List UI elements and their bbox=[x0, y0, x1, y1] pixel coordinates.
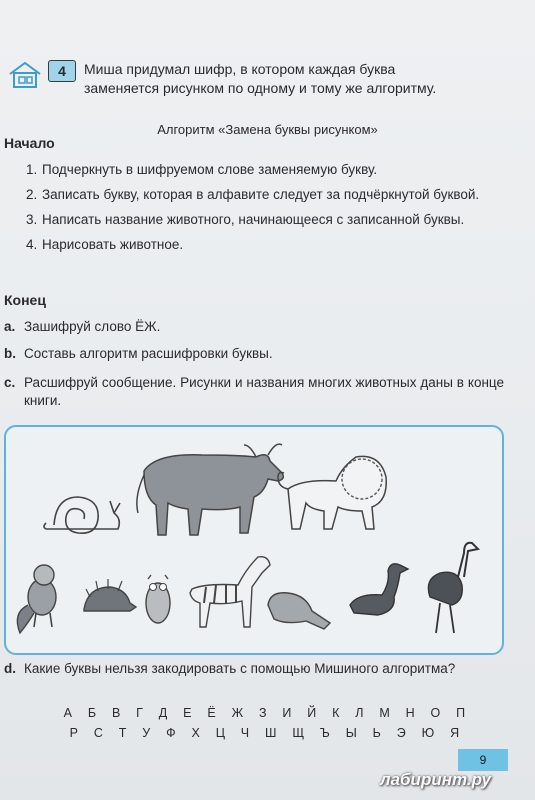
animals-illustration-box bbox=[4, 425, 504, 655]
task-line-2: заменяется рисунком по одному и тому же алгоритму. bbox=[84, 80, 437, 96]
zebra-icon bbox=[190, 557, 270, 627]
task-number: 4 bbox=[48, 60, 76, 82]
algorithm-step: 4. Нарисовать животное. bbox=[26, 237, 184, 252]
algorithm-end-label: Конец bbox=[4, 292, 46, 308]
hedgehog-icon bbox=[84, 579, 136, 611]
algorithm-step: 3. Написать название животного, начинающееся с записанной буквы. bbox=[26, 212, 465, 227]
task-type-icon bbox=[8, 60, 42, 90]
ostrich-icon bbox=[428, 543, 478, 633]
lion-icon bbox=[278, 456, 386, 529]
alphabet-row-1: А Б В Г Д Е Ё Ж З И Й К Л М Н О П bbox=[63, 706, 472, 720]
subtask-a: a. Зашифруй слово ЁЖ. bbox=[4, 319, 161, 334]
subtask-b: b. Составь алгоритм расшифровки буквы. bbox=[4, 346, 273, 361]
page-number: 9 bbox=[458, 749, 508, 771]
alphabet-row-2: Р С Т У Ф Х Ц Ч Ш Щ Ъ Ы Ь Э Ю Я bbox=[69, 726, 466, 740]
task-statement bbox=[84, 60, 504, 98]
algorithm-start-label: Начало bbox=[4, 135, 55, 151]
subtask-c: c. Расшифруй сообщение. Рисунки и названия многих животных даны в конце книги. bbox=[4, 375, 504, 408]
algorithm-step: 2. Записать букву, которая в алфавите следует за подчёркнутой буквой. bbox=[26, 187, 480, 202]
bull-icon bbox=[137, 444, 283, 535]
raccoon-icon bbox=[17, 565, 56, 633]
task-line-1: Миша придумал шифр, в котором каждая буква bbox=[84, 61, 396, 77]
watermark-logo: лабиринт.ру bbox=[380, 770, 491, 789]
snail-icon bbox=[44, 497, 120, 533]
duck-icon bbox=[350, 564, 408, 615]
algorithm-title: Алгоритм «Замена буквы рисунком» bbox=[157, 122, 378, 137]
algorithm-step: 1. Подчеркнуть в шифруемом слове заменяемую букву. bbox=[26, 162, 378, 177]
subtask-d: d. Какие буквы нельзя закодировать с помощью Мишиного алгоритма? bbox=[4, 661, 456, 676]
beaver-icon bbox=[268, 593, 330, 629]
owl-icon bbox=[146, 575, 170, 623]
algorithm-steps bbox=[26, 161, 506, 261]
animals-illustration bbox=[6, 427, 502, 653]
